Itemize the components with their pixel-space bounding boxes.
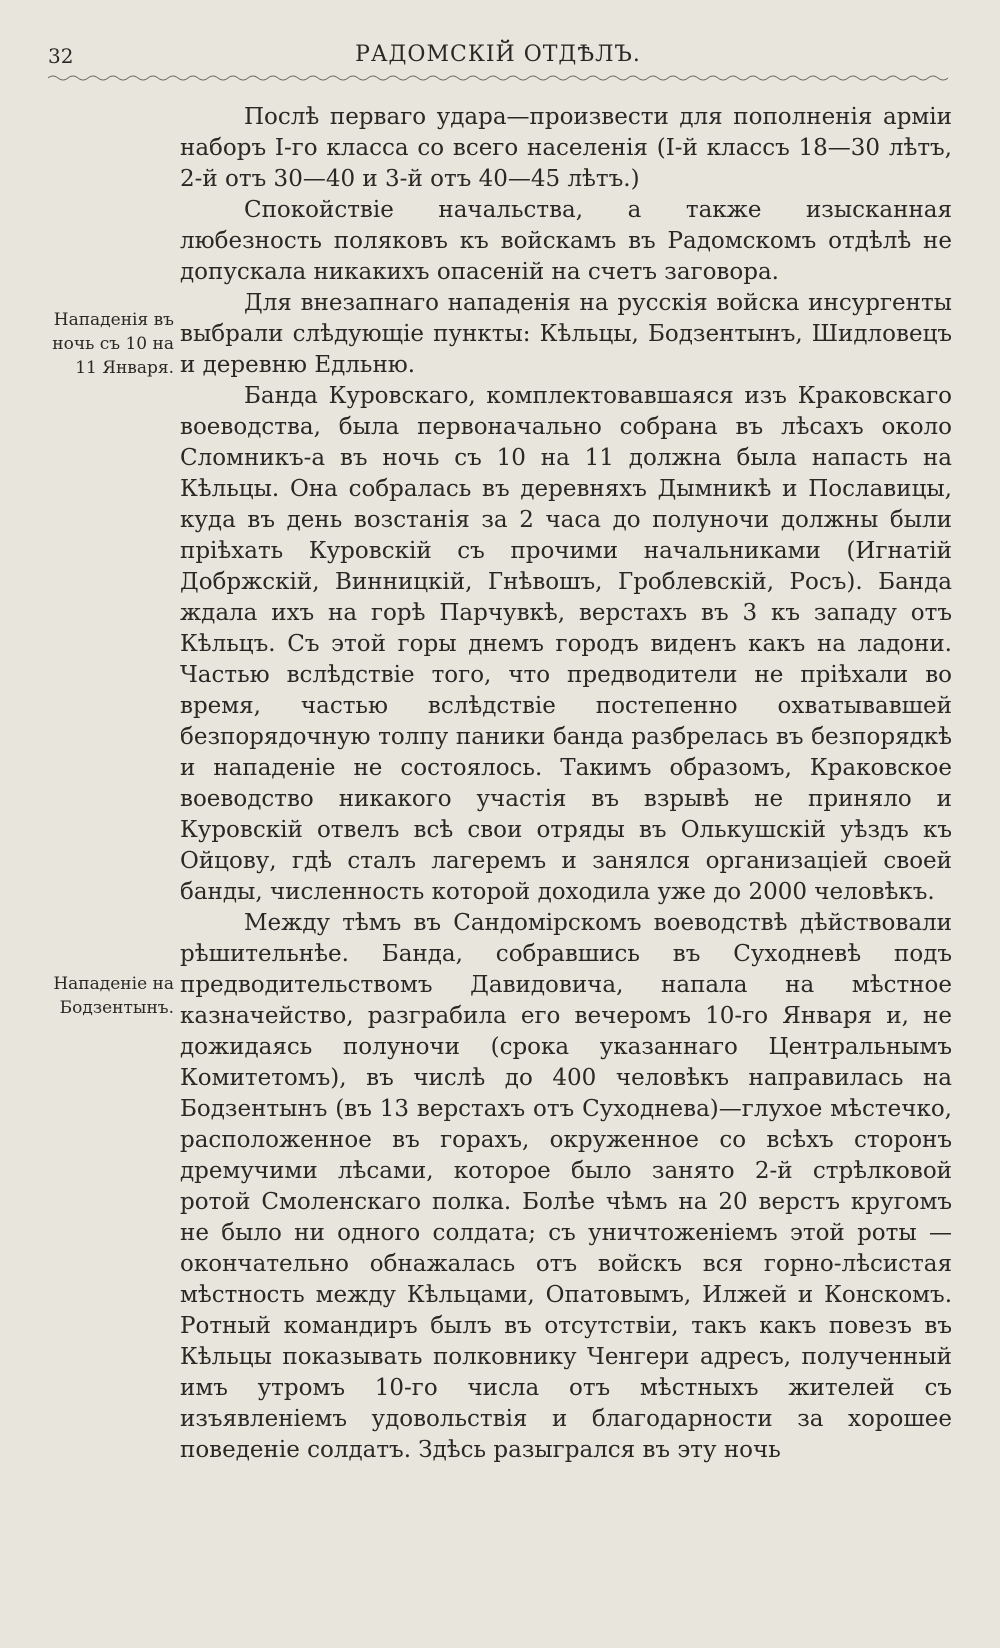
paragraph: Для внезапнаго нападенія на русскія войска инсургенты выбрали слѣдующіе пункты: Кѣльцы, Бодзентынъ, Шидловецъ и деревню Едльню.	[180, 290, 952, 378]
running-title: РАДОМСКІЙ ОТДѢЛЪ.	[355, 42, 641, 67]
body-text	[180, 102, 952, 1466]
sidenote-attacks-night: Нападенія въ ночь съ 10 на 11 Января.	[52, 310, 174, 378]
paragraph: Послѣ перваго удара—произвести для пополненія арміи наборъ I-го класса со всего населенія (I-й классъ 18—30 лѣтъ, 2-й отъ 30—40 и 3-й отъ 40—45 лѣтъ.)	[180, 104, 952, 192]
header-wavy-rule	[48, 74, 948, 82]
paragraph: Спокойствіе начальства, а также изысканная любезность поляковъ къ войскамъ въ Радомскомъ отдѣлѣ не допускала никакихъ опасеній на счетъ заговора.	[180, 197, 952, 285]
paragraph: Между тѣмъ въ Сандомірскомъ воеводствѣ дѣйствовали рѣшительнѣе. Банда, собравшись въ Суходневѣ подъ предводительствомъ Давидовича, напала на мѣстное казначейство, разграбила его вечеромъ 10-го Января и, не дожидаясь полуночи (срока указаннаго Центральнымъ Комитетомъ), въ числѣ до 400 человѣкъ направилась на Бодзентынъ (въ 13 верстахъ отъ Суходнева)—глухое мѣстечко, расположенное въ горахъ, окруженное со всѣхъ сторонъ дремучими лѣсами, которое было занято 2-й стрѣлковой ротой Смоленскаго полка. Болѣе чѣмъ на 20 верстъ кругомъ не было ни одного солдата; съ уничтоженіемъ этой роты — окончательно обнажалась отъ войскъ вся горно-лѣсистая мѣстность между Кѣльцами, Опатовымъ, Илжей и Конскомъ. Ротный командиръ былъ въ отсутствіи, такъ какъ повезъ въ Кѣльцы показывать полковнику Ченгери адресъ, полученный имъ утромъ 10-го числа отъ мѣстныхъ жителей съ изъявленіемъ удовольствія и благодарности за хорошее поведеніе солдатъ. Здѣсь разыгрался въ эту ночь	[180, 910, 952, 1463]
paragraph: Банда Куровскаго, комплектовавшаяся изъ Краковскаго воеводства, была первоначально собрана въ лѣсахъ около Сломникъ-а въ ночь съ 10 на 11 должна была напасть на Кѣльцы. Она собралась въ деревняхъ Дымникѣ и Пославицы, куда въ день возстанія за 2 часа до полуночи должны были пріѣхать Куровскій съ прочими начальниками (Игнатій Добржскій, Винницкій, Гнѣвошъ, Гроблевскій, Росъ). Банда ждала ихъ на горѣ Парчувкѣ, верстахъ въ 3 къ западу отъ Кѣльцъ. Съ этой горы днемъ городъ виденъ какъ на ладони. Частью вслѣдствіе того, что предводители не пріѣхали во время, частью вслѣдствіе постепенно охватывавшей безпорядочную толпу паники банда разбрелась въ безпорядкѣ и нападеніе не состоялось. Такимъ образомъ, Краковское воеводство никакого участія въ взрывѣ не приняло и Куровскій отвелъ всѣ свои отряды въ Олькушскій уѣздъ къ Ойцову, гдѣ сталъ лагеремъ и занялся организаціей своей банды, численность которой доходила уже до 2000 человѣкъ.	[180, 383, 952, 905]
sidenote-attack-bodzentyn: Нападеніе на Бодзентынъ.	[53, 974, 174, 1018]
page-number: 32	[48, 44, 74, 68]
page-header	[48, 40, 948, 74]
